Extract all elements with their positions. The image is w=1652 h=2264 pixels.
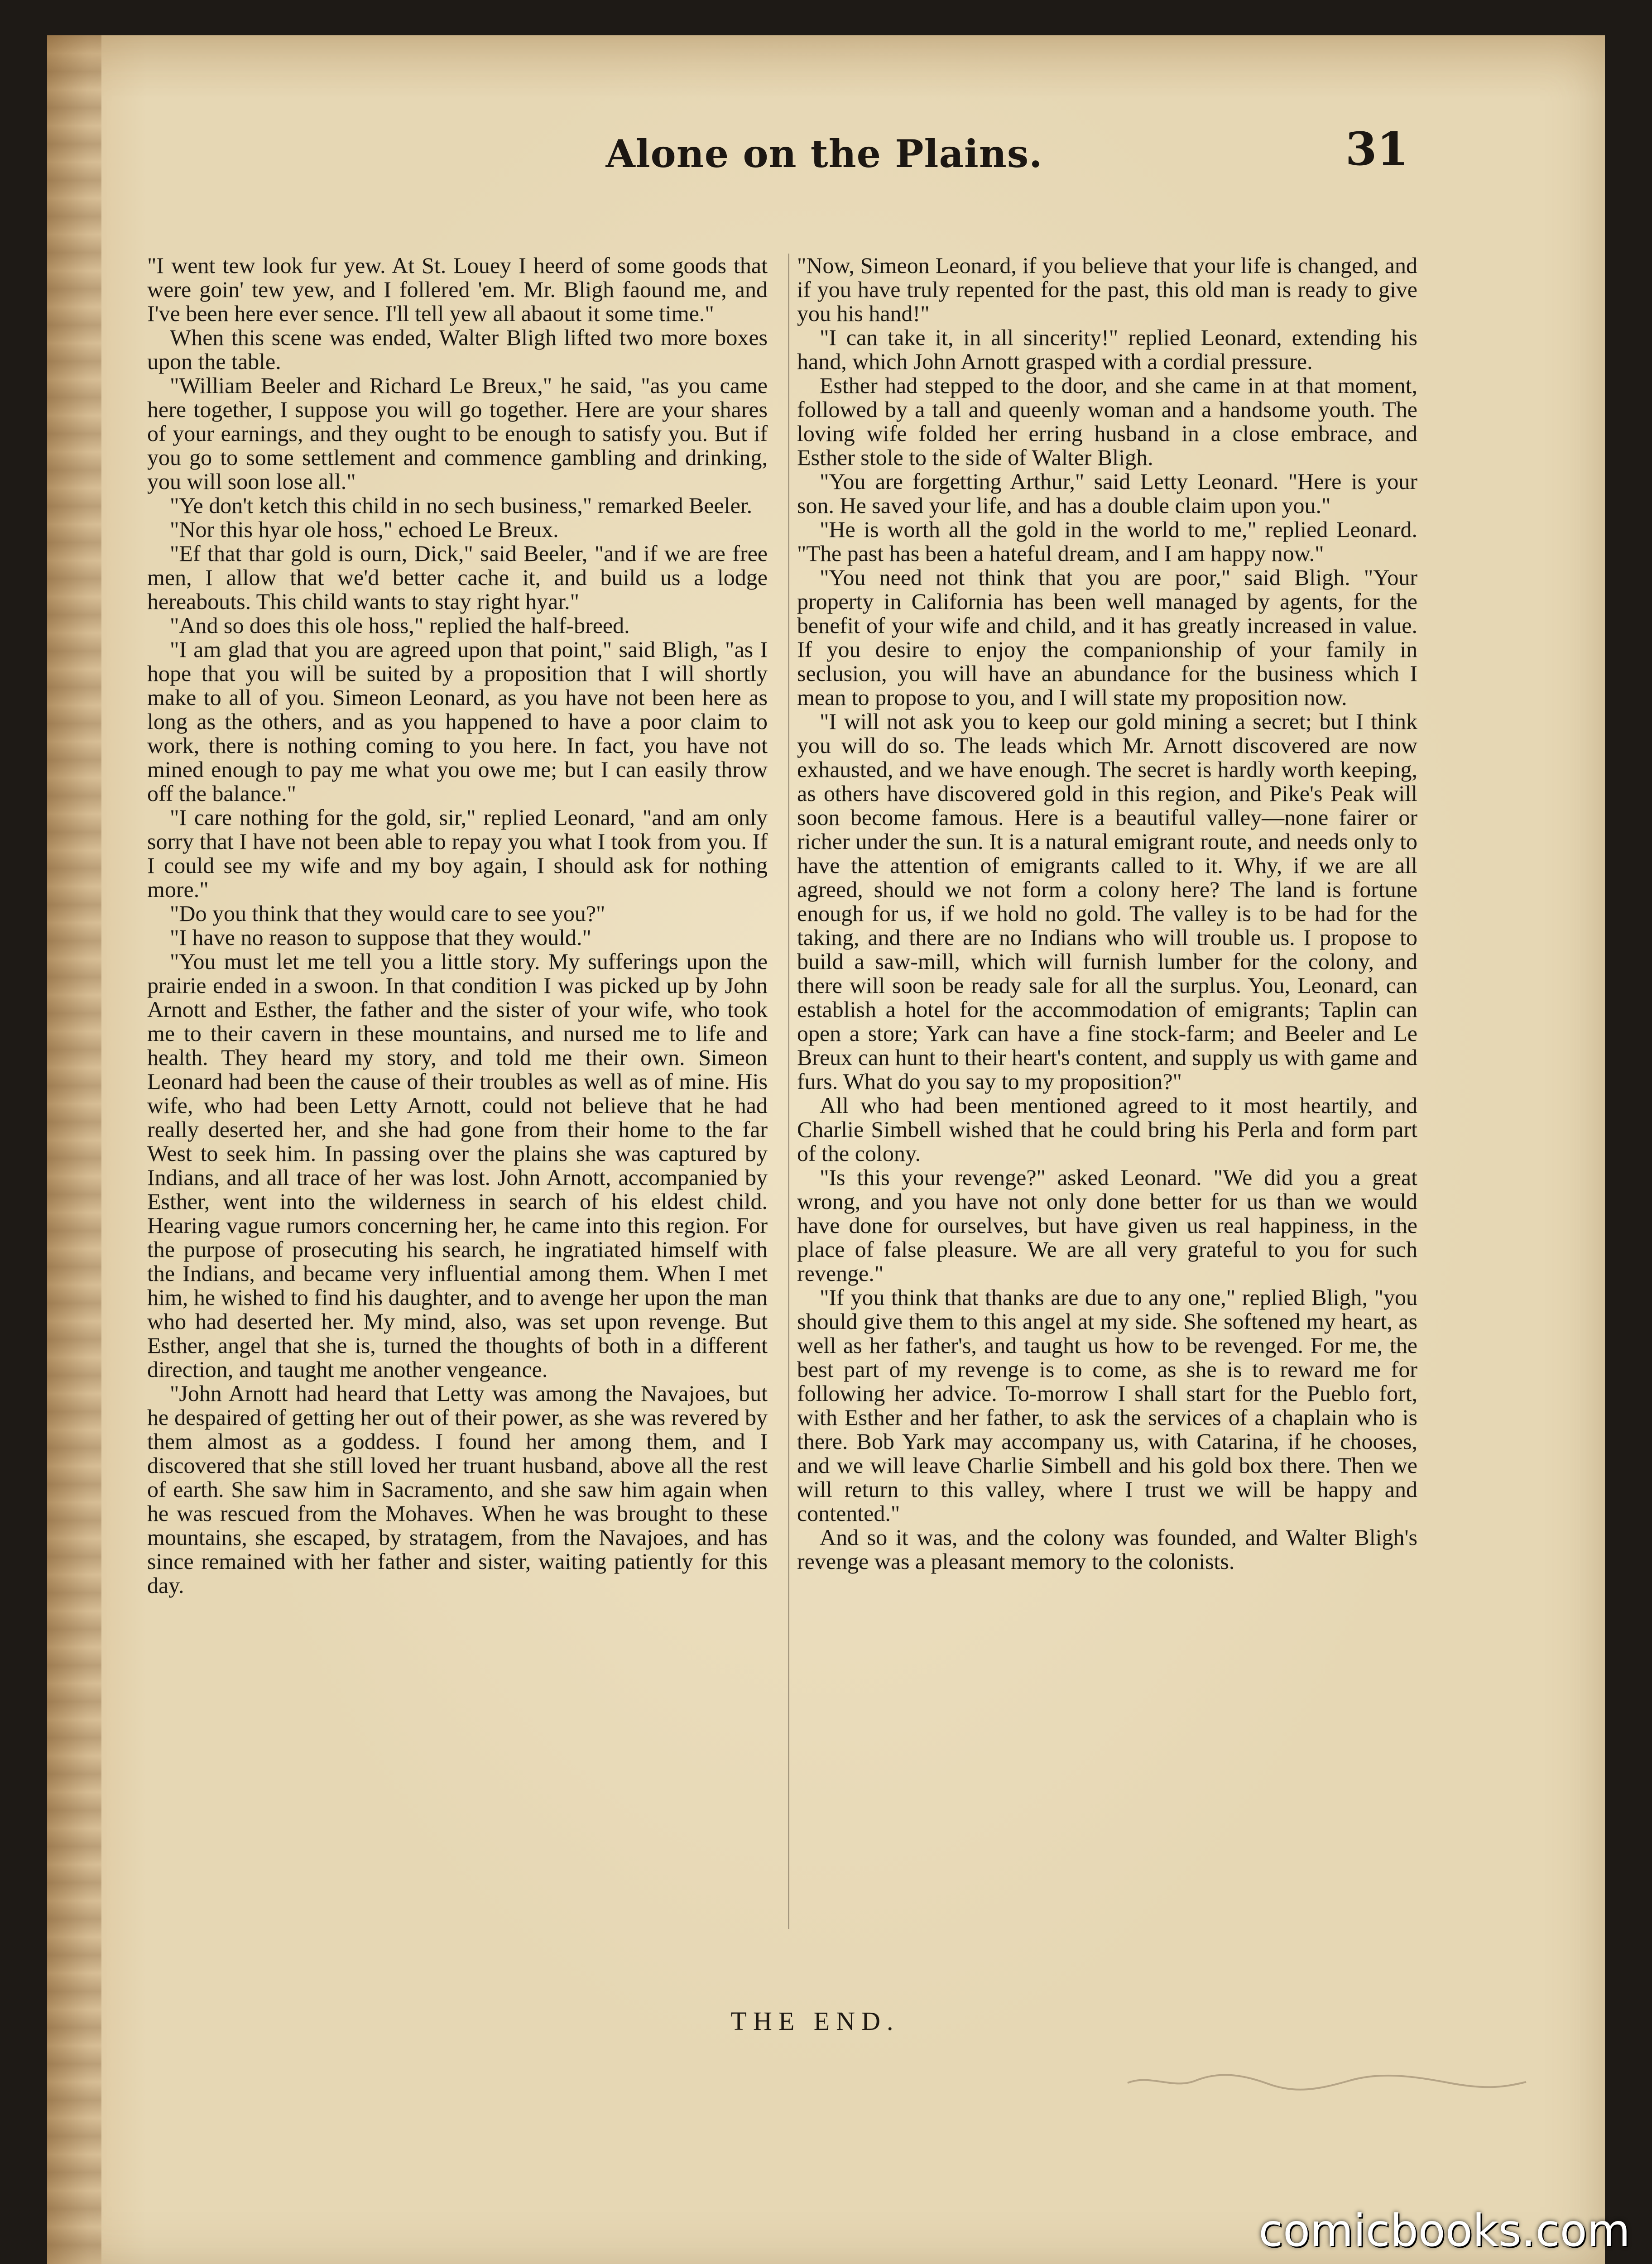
paragraph: "I am glad that you are agreed upon that point," said Bligh, "as I hope that you will be suited by a proposition that I will shortly make to all of you. Simeon Leonard, as you have not been here as long as the others, and as you happened to have a poor claim to work, there is nothing coming to you here. In fact, you have not mined enough to pay me what you owe me; but I can easily throw off the balance." xyxy=(147,637,768,806)
paragraph: "If you think that thanks are due to any one," replied Bligh, "you should give them to this angel at my side. She softened my heart, as well as her father's, and taught us how to be revenged. For me, the best part of my revenge is to come, as she is to reward me for following her advice. To-morrow I shall start for the Pueblo fort, with Esther and her father, to ask the services of a chaplain who is there. Bob Yark may accompany us, with Catarina, if he chooses, and we will leave Charlie Simbell and his gold box there. Then we will return to this valley, where I trust we will be happy and contented." xyxy=(797,1285,1417,1526)
page-number: 31 xyxy=(1345,122,1408,176)
paragraph: Esther had stepped to the door, and she came in at that moment, followed by a tall and queenly woman and a handsome youth. The loving wife folded her erring husband in a close embrace, and Esther stole to the side of Walter Bligh. xyxy=(797,373,1417,470)
paragraph: "And so does this ole hoss," replied the half-breed. xyxy=(170,613,630,638)
site-watermark: comicbooks.com xyxy=(1258,2205,1630,2257)
paragraph: "I care nothing for the gold, sir," replied Leonard, "and am only sorry that I have not been able to repay you what I took from you. If I could see my wife and my boy again, I should ask for nothing more." xyxy=(147,805,768,902)
paragraph: All who had been mentioned agreed to it most heartily, and Charlie Simbell wished that he could bring his Perla and form part of the colony. xyxy=(797,1093,1417,1166)
paragraph: "Is this your revenge?" asked Leonard. "We did you a great wrong, and you have not only done better for us than we would have done for ourselves, but have given us real happiness, in the place of false pleasure. We are all very grateful to you for such revenge." xyxy=(797,1165,1417,1286)
running-head-title: Alone on the Plains. xyxy=(605,131,1043,176)
paragraph: When this scene was ended, Walter Bligh lifted two more boxes upon the table. xyxy=(147,325,768,374)
faint-pencil-scribble xyxy=(1123,2065,1531,2096)
paragraph: "I will not ask you to keep our gold mining a secret; but I think you will do so. The leads which Mr. Arnott discovered are now exhausted, and we have enough. The secret is hardly worth keeping, as others have discovered gold in this region, and Pike's Peak will soon become famous. Here is a beautiful valley—none fairer or richer under the sun. It is a natural emigrant route, and needs only to have the attention of emigrants called to it. Why, if we are all agreed, should we not form a colony here? The land is fortune enough for us, if we hold no gold. The valley is to be had for the taking, and there are no Indians who will trouble us. I propose to build a saw-mill, which will furnish lumber for the colony, and there will soon be ready sale for all the surplus. You, Leonard, can establish a hotel for the accommodation of emigrants; Taplin can open a store; Yark can have a fine stock-farm; and Beeler and Le Breux can hunt to their heart's content, and supply us with game and furs. What do you say to my proposition?" xyxy=(797,709,1417,1094)
column-divider xyxy=(788,254,789,1929)
right-text-column xyxy=(797,254,1417,1956)
paragraph: "He is worth all the gold in the world to me," replied Leonard. "The past has been a hateful dream, and I am happy now." xyxy=(797,517,1417,566)
paragraph: "I went tew look fur yew. At St. Louey I heerd of some goods that were goin' tew yew, and I follered 'em. Mr. Bligh faound me, and I've been here ever sence. I'll tell yew all abaout it some time." xyxy=(147,254,768,326)
paragraph: "You must let me tell you a little story. My sufferings upon the prairie ended in a swoon. In that condition I was picked up by John Arnott and Esther, the father and the sister of your wife, who took me to their cavern in these mountains, and nursed me to life and health. They heard my story, and told me their own. Simeon Leonard had been the cause of their troubles as well as of mine. His wife, who had been Letty Arnott, could not believe that he had really deserted her, and she had gone from their home to the far West to seek him. In passing over the plains she was captured by Indians, and all trace of her was lost. John Arnott, accompanied by Esther, went into the wilderness in search of his eldest child. Hearing vague rumors concerning her, he came into this region. For the purpose of prosecuting his search, he ingratiated himself with the Indians, and became very influential among them. When I met him, he wished to find his daughter, and to avenge her upon the man who had deserted her. My mind, also, was set upon revenge. But Esther, angel that she is, turned the thoughts of both in a different direction, and taught me another vengeance. xyxy=(147,949,768,1382)
paragraph: "Now, Simeon Leonard, if you believe that your life is changed, and if you have truly repented for the past, this old man is ready to give you his hand!" xyxy=(797,254,1417,326)
the-end-label: THE END. xyxy=(730,2006,900,2036)
paragraph: "Do you think that they would care to see you?" xyxy=(170,901,605,926)
paragraph: "William Beeler and Richard Le Breux," he said, "as you came here together, I suppose you will go together. Here are your shares of your earnings, and they ought to be enough to satisfy you. But if you go to some settlement and commence gambling and drinking, you will soon lose all." xyxy=(147,373,768,494)
paragraph: "You are forgetting Arthur," said Letty Leonard. "Here is your son. He saved your life, and has a double claim upon you." xyxy=(797,469,1417,518)
paragraph: "John Arnott had heard that Letty was among the Navajoes, but he despaired of getting her out of their power, as she was revered by them almost as a goddess. I found her among them, and I discovered that she still loved her truant husband, above all the rest of earth. She saw him in Sacramento, and she saw him again when he was rescued from the Mohaves. When he was brought to these mountains, she escaped, by stratagem, from the Navajoes, and has since remained with her father and sister, waiting patiently for this day. xyxy=(147,1381,768,1598)
paragraph: "Nor this hyar ole hoss," echoed Le Breux. xyxy=(170,517,559,542)
paragraph: "Ye don't ketch this child in no sech business," remarked Beeler. xyxy=(170,493,753,518)
page-spine-edge xyxy=(47,35,101,2264)
paragraph: "You need not think that you are poor," said Bligh. "Your property in California has been well managed by agents, for the benefit of your wife and child, and it has greatly increased in value. If you desire to enjoy the companionship of your family in seclusion, you will have an abundance for the business which I mean to propose to you, and I will state my proposition now. xyxy=(797,565,1417,710)
paragraph: "Ef that thar gold is ourn, Dick," said Beeler, "and if we are free men, I allow that we'd better cache it, and build us a lodge hereabouts. This child wants to stay right hyar." xyxy=(147,541,768,614)
paragraph: And so it was, and the colony was founded, and Walter Bligh's revenge was a pleasant memory to the colonists. xyxy=(797,1525,1417,1574)
paragraph: "I have no reason to suppose that they would." xyxy=(170,925,591,950)
left-text-column xyxy=(147,254,768,1956)
paragraph: "I can take it, in all sincerity!" replied Leonard, extending his hand, which John Arnott grasped with a cordial pressure. xyxy=(797,325,1417,374)
